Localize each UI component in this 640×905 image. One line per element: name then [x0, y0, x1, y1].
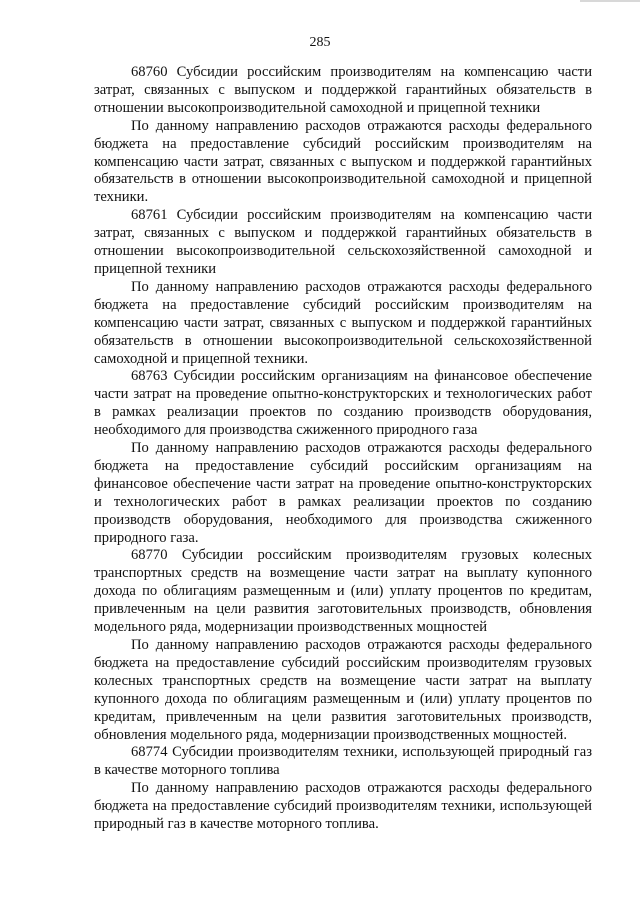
paragraph-68774-title: 68774 Субсидии производителям техники, использующей природный газ в качестве моторного топлива	[94, 744, 592, 779]
paragraph-68763-description: По данному направлению расходов отражаются расходы федерального бюджета на предоставление субсидий российским организациям на финансовое обеспечение части затрат на проведение опытно-конструкторских и технологических работ в рамках реализации проектов по созданию производств оборудования, необходимого для производства сжиженного природного газа.	[94, 440, 592, 546]
paragraph-68774-description: По данному направлению расходов отражаются расходы федерального бюджета на предоставление субсидий производителям техники, использующей природный газ в качестве моторного топлива.	[94, 780, 592, 833]
paragraph-68760-title: 68760 Субсидии российским производителям на компенсацию части затрат, связанных с выпуском и поддержкой гарантийных обязательств в отношении высокопроизводительной самоходной и прицепной техники	[94, 64, 592, 116]
scan-edge-mark	[580, 0, 640, 2]
paragraph-68770-title: 68770 Субсидии российским производителям грузовых колесных транспортных средств на возмещение части затрат на выплату купонного дохода по облигациям размещенным и (или) уплату процентов по кредитам, привлеченным на цели развития заготовительных производств, обновления модельного ряда, модернизации производственных мощностей	[94, 547, 592, 636]
page-number: 285	[309, 35, 331, 50]
paragraph-68760-description: По данному направлению расходов отражаются расходы федерального бюджета на предоставление субсидий российским производителям на компенсацию части затрат, связанных с выпуском и поддержкой гарантийных обязательств в отношении высокопроизводительной самоходной и прицепной техники.	[94, 117, 592, 206]
paragraph-68761-description: По данному направлению расходов отражаются расходы федерального бюджета на предоставление субсидий российским производителям на компенсацию части затрат, связанных с выпуском и поддержкой гарантийных обязательств в отношении высокопроизводительной сельскохозяйственной самоходной и прицепной техники.	[94, 278, 592, 367]
paragraph-68761-title: 68761 Субсидии российским производителям на компенсацию части затрат, связанных с выпуском и поддержкой гарантийных обязательств в отношении высокопроизводительной сельскохозяйственной самоходной и прицепной техники	[94, 207, 592, 277]
document-body	[94, 64, 592, 834]
paragraph-68770-description: По данному направлению расходов отражаются расходы федерального бюджета на предоставление субсидий российским производителям грузовых колесных транспортных средств на возмещение части затрат на выплату купонного дохода по облигациям размещенным и (или) уплату процентов по кредитам, привлеченным на цели развития заготовительных производств, обновления модельного ряда, модернизации производственных мощностей.	[94, 637, 592, 743]
paragraph-68763-title: 68763 Субсидии российским организациям на финансовое обеспечение части затрат на проведение опытно-конструкторских и технологических работ в рамках реализации проектов по созданию производств оборудования, необходимого для производства сжиженного природного газа	[94, 368, 592, 439]
